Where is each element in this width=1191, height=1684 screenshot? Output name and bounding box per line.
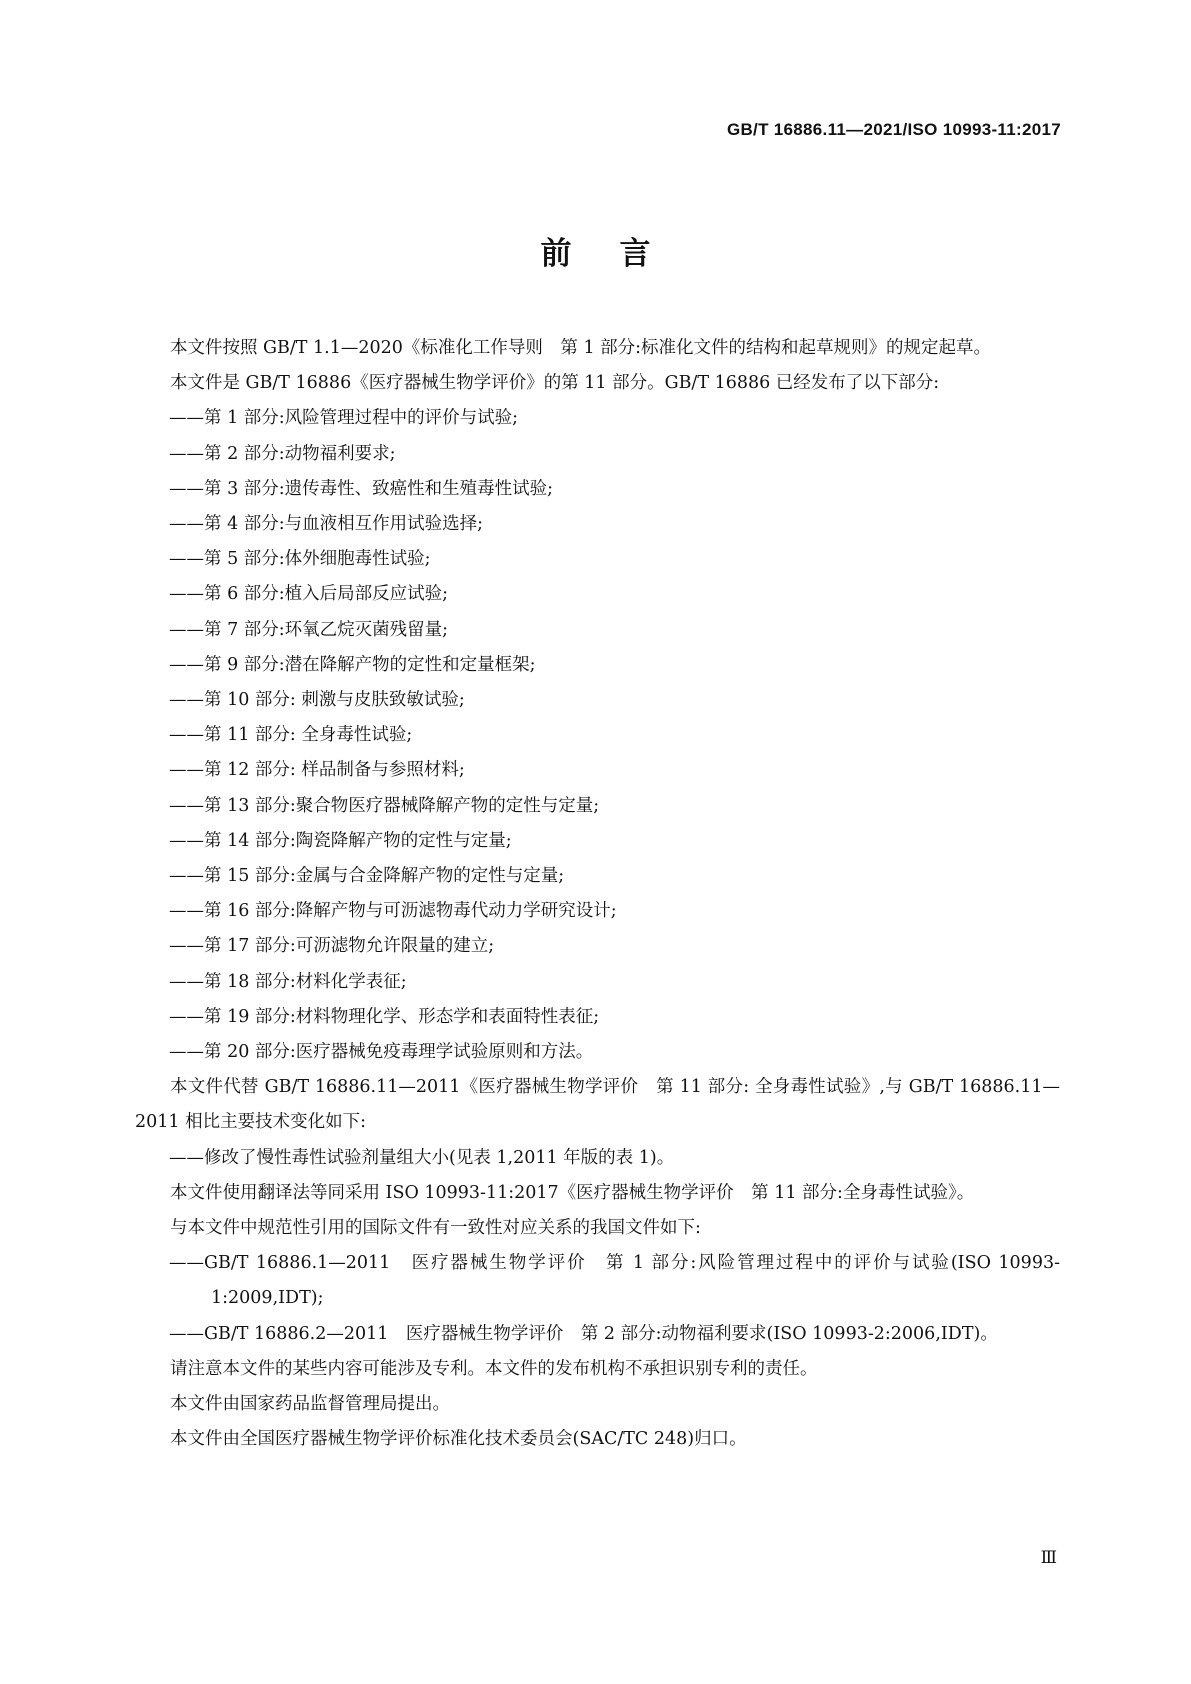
- adoption-paragraph: 本文件使用翻译法等同采用 ISO 10993-11:2017《医疗器械生物学评价 第 11 部分:全身毒性试验》。: [170, 1182, 975, 1203]
- list-item: ——第 17 部分:可沥滤物允许限量的建立;: [169, 936, 495, 957]
- correspondence-item: ——GB/T 16886.2—2011 医疗器械生物学评价 第 2 部分:动物福利要求(ISO 10993-2:2006,IDT)。: [169, 1323, 998, 1344]
- page-title: 前言: [540, 236, 699, 272]
- list-item: ——第 1 部分:风险管理过程中的评价与试验;: [169, 408, 519, 429]
- list-item: ——第 7 部分:环氧乙烷灭菌残留量;: [169, 619, 449, 640]
- page-number: Ⅲ: [1040, 1548, 1057, 1567]
- list-item: ——第 16 部分:降解产物与可沥滤物毒代动力学研究设计;: [169, 901, 617, 922]
- parts-list: [135, 401, 1060, 1070]
- replacement-paragraph: 本文件代替 GB/T 16886.11—2011《医疗器械生物学评价 第 11 部分: 全身毒性试验》,与 GB/T 16886.11—2011 相比主要技术变化如下:: [135, 1077, 1060, 1133]
- correspondence-paragraph: 与本文件中规范性引用的国际文件有一致性对应关系的我国文件如下:: [170, 1218, 701, 1239]
- list-item: ——第 11 部分: 全身毒性试验;: [169, 725, 413, 746]
- list-item: ——第 3 部分:遗传毒性、致癌性和生殖毒性试验;: [169, 478, 554, 499]
- list-item: ——第 6 部分:植入后局部反应试验;: [169, 584, 449, 605]
- intro-paragraph-2: 本文件是 GB/T 16886《医疗器械生物学评价》的第 11 部分。GB/T 16886 已经发布了以下部分:: [170, 373, 940, 394]
- managed-by: 本文件由全国医疗器械生物学评价标准化技术委员会(SAC/TC 248)归口。: [170, 1429, 747, 1450]
- list-item: ——第 20 部分:医疗器械免疫毒理学试验原则和方法。: [169, 1042, 594, 1063]
- list-item: ——第 5 部分:体外细胞毒性试验;: [169, 549, 431, 570]
- list-item: ——第 12 部分: 样品制备与参照材料;: [169, 760, 465, 781]
- patent-note: 请注意本文件的某些内容可能涉及专利。本文件的发布机构不承担识别专利的责任。: [170, 1358, 818, 1379]
- list-item: ——第 18 部分:材料化学表征;: [169, 971, 407, 992]
- proposed-by: 本文件由国家药品监督管理局提出。: [170, 1394, 450, 1415]
- standard-code: GB/T 16886.11—2021/ISO 10993-11:2017: [726, 120, 1061, 139]
- list-item: ——第 15 部分:金属与合金降解产物的定性与定量;: [169, 866, 565, 887]
- list-item: ——第 2 部分:动物福利要求;: [169, 443, 396, 464]
- intro-paragraph-1: 本文件按照 GB/T 1.1—2020《标准化工作导则 第 1 部分:标准化文件的结构和起草规则》的规定起草。: [170, 338, 992, 358]
- list-item: ——第 13 部分:聚合物医疗器械降解产物的定性与定量;: [169, 795, 600, 816]
- technical-change-item: ——修改了慢性毒性试验剂量组大小(见表 1,2011 年版的表 1)。: [169, 1147, 675, 1168]
- list-item: ——第 4 部分:与血液相互作用试验选择;: [169, 514, 484, 535]
- foreword-body: [135, 331, 1060, 1458]
- list-item: ——第 14 部分:陶瓷降解产物的定性与定量;: [169, 830, 512, 851]
- correspondence-item: ——GB/T 16886.1—2011 医疗器械生物学评价 第 1 部分:风险管理过程中的评价与试验(ISO 10993-1:2009,IDT);: [169, 1253, 1060, 1309]
- list-item: ——第 9 部分:潜在降解产物的定性和定量框架;: [169, 654, 536, 675]
- list-item: ——第 19 部分:材料物理化学、形态学和表面特性表征;: [169, 1006, 600, 1027]
- list-item: ——第 10 部分: 刺激与皮肤致敏试验;: [169, 690, 465, 711]
